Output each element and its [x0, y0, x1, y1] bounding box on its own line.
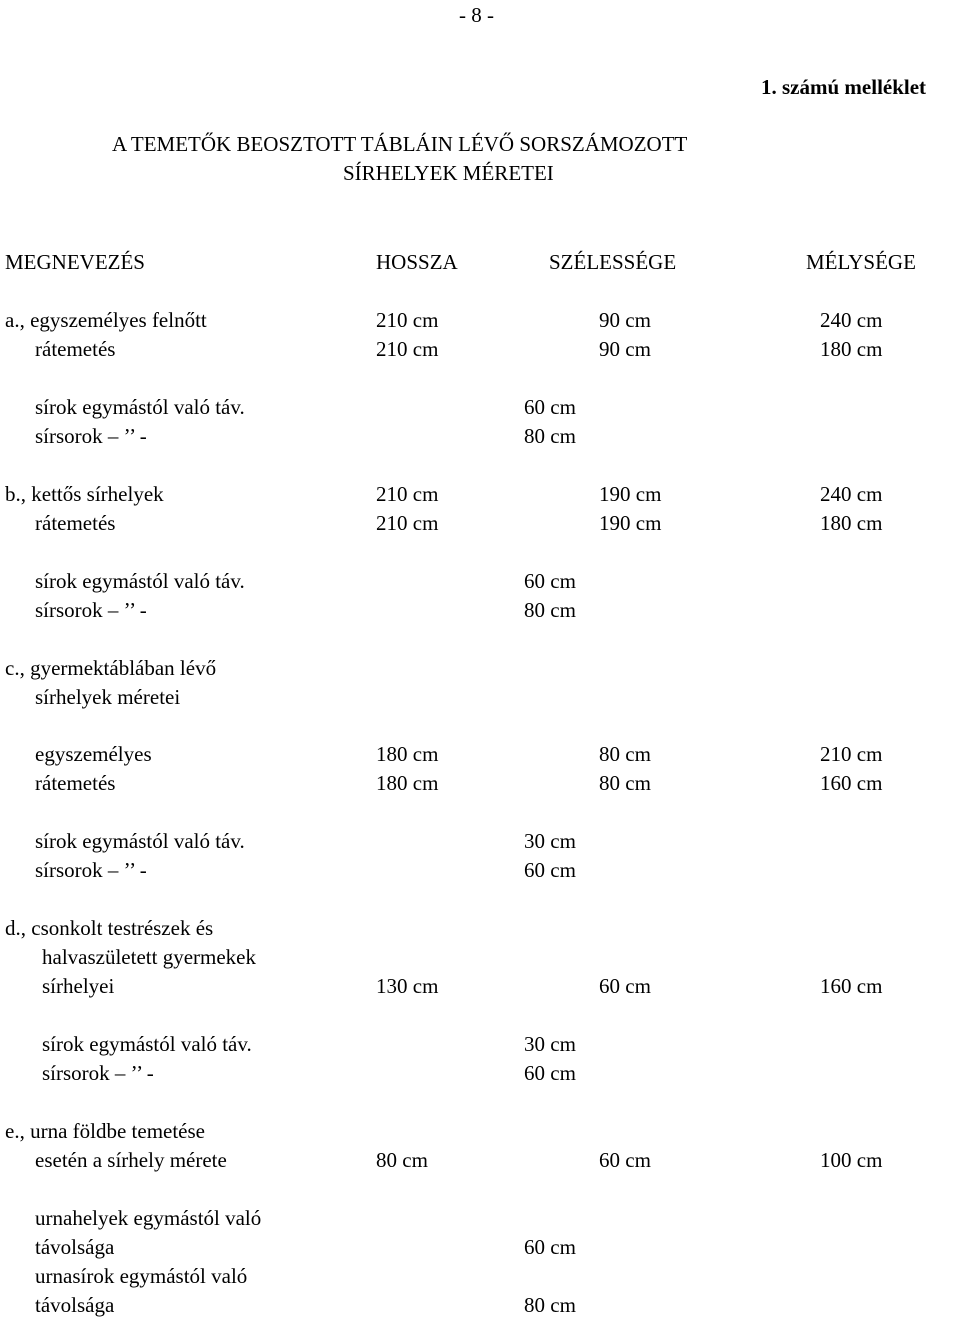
distance-label: távolsága: [35, 1235, 115, 1259]
row-width: 190 cm: [599, 482, 662, 506]
row-depth: 160 cm: [820, 771, 883, 795]
annex-label: 1. számú melléklet: [761, 75, 927, 99]
row-depth: 240 cm: [820, 482, 883, 506]
row-length: 210 cm: [376, 511, 439, 535]
distance-label: sírok egymástól való táv.: [35, 395, 245, 419]
row-name: rátemetés: [35, 337, 116, 361]
row-depth: 240 cm: [820, 308, 883, 332]
row-depth: 210 cm: [820, 742, 883, 766]
row-name: rátemetés: [35, 771, 116, 795]
distance-value: 30 cm: [524, 1032, 576, 1056]
row-width: 90 cm: [599, 308, 651, 332]
distance-label: urnahelyek egymástól való: [35, 1206, 262, 1230]
row-name: b., kettős sírhelyek: [5, 482, 164, 506]
distance-value: 80 cm: [524, 1293, 576, 1317]
section-heading: halvaszületett gyermekek: [42, 945, 256, 969]
row-length: 210 cm: [376, 308, 439, 332]
page-number: - 8 -: [459, 3, 494, 27]
row-length: 130 cm: [376, 974, 439, 998]
section-heading: sírhelyek méretei: [35, 685, 181, 709]
row-length: 210 cm: [376, 337, 439, 361]
row-depth: 180 cm: [820, 337, 883, 361]
distance-value: 80 cm: [524, 424, 576, 448]
header-width: SZÉLESSÉGE: [549, 250, 677, 274]
title-line-2: SÍRHELYEK MÉRETEI: [343, 161, 554, 185]
title-line-1: A TEMETŐK BEOSZTOTT TÁBLÁIN LÉVŐ SORSZÁMOZOTT: [112, 132, 688, 156]
row-name: esetén a sírhely mérete: [35, 1148, 227, 1172]
distance-value: 60 cm: [524, 858, 576, 882]
row-width: 90 cm: [599, 337, 651, 361]
header-name: MEGNEVEZÉS: [5, 250, 145, 274]
row-length: 180 cm: [376, 742, 439, 766]
row-width: 190 cm: [599, 511, 662, 535]
row-depth: 180 cm: [820, 511, 883, 535]
row-width: 60 cm: [599, 1148, 651, 1172]
row-name: sírhelyei: [42, 974, 115, 998]
distance-label: sírok egymástól való táv.: [42, 1032, 252, 1056]
row-width: 80 cm: [599, 742, 651, 766]
row-depth: 100 cm: [820, 1148, 883, 1172]
distance-label: sírok egymástól való táv.: [35, 829, 245, 853]
row-width: 60 cm: [599, 974, 651, 998]
distance-label: sírsorok – ’’ -: [35, 858, 147, 882]
row-length: 80 cm: [376, 1148, 428, 1172]
distance-label: sírok egymástól való táv.: [35, 569, 245, 593]
row-name: a., egyszemélyes felnőtt: [5, 308, 207, 332]
distance-value: 60 cm: [524, 1235, 576, 1259]
distance-value: 60 cm: [524, 395, 576, 419]
distance-label: sírsorok – ’’ -: [42, 1061, 154, 1085]
section-heading: c., gyermektáblában lévő: [5, 656, 217, 680]
row-depth: 160 cm: [820, 974, 883, 998]
row-name: egyszemélyes: [35, 742, 152, 766]
row-width: 80 cm: [599, 771, 651, 795]
section-heading: d., csonkolt testrészek és: [5, 916, 214, 940]
distance-label: urnasírok egymástól való: [35, 1264, 248, 1288]
row-length: 180 cm: [376, 771, 439, 795]
header-length: HOSSZA: [376, 250, 458, 274]
row-length: 210 cm: [376, 482, 439, 506]
distance-value: 80 cm: [524, 598, 576, 622]
section-heading: e., urna földbe temetése: [5, 1119, 205, 1143]
distance-label: távolsága: [35, 1293, 115, 1317]
distance-label: sírsorok – ’’ -: [35, 424, 147, 448]
row-name: rátemetés: [35, 511, 116, 535]
distance-value: 60 cm: [524, 1061, 576, 1085]
distance-value: 30 cm: [524, 829, 576, 853]
header-depth: MÉLYSÉGE: [806, 250, 916, 274]
distance-label: sírsorok – ’’ -: [35, 598, 147, 622]
distance-value: 60 cm: [524, 569, 576, 593]
